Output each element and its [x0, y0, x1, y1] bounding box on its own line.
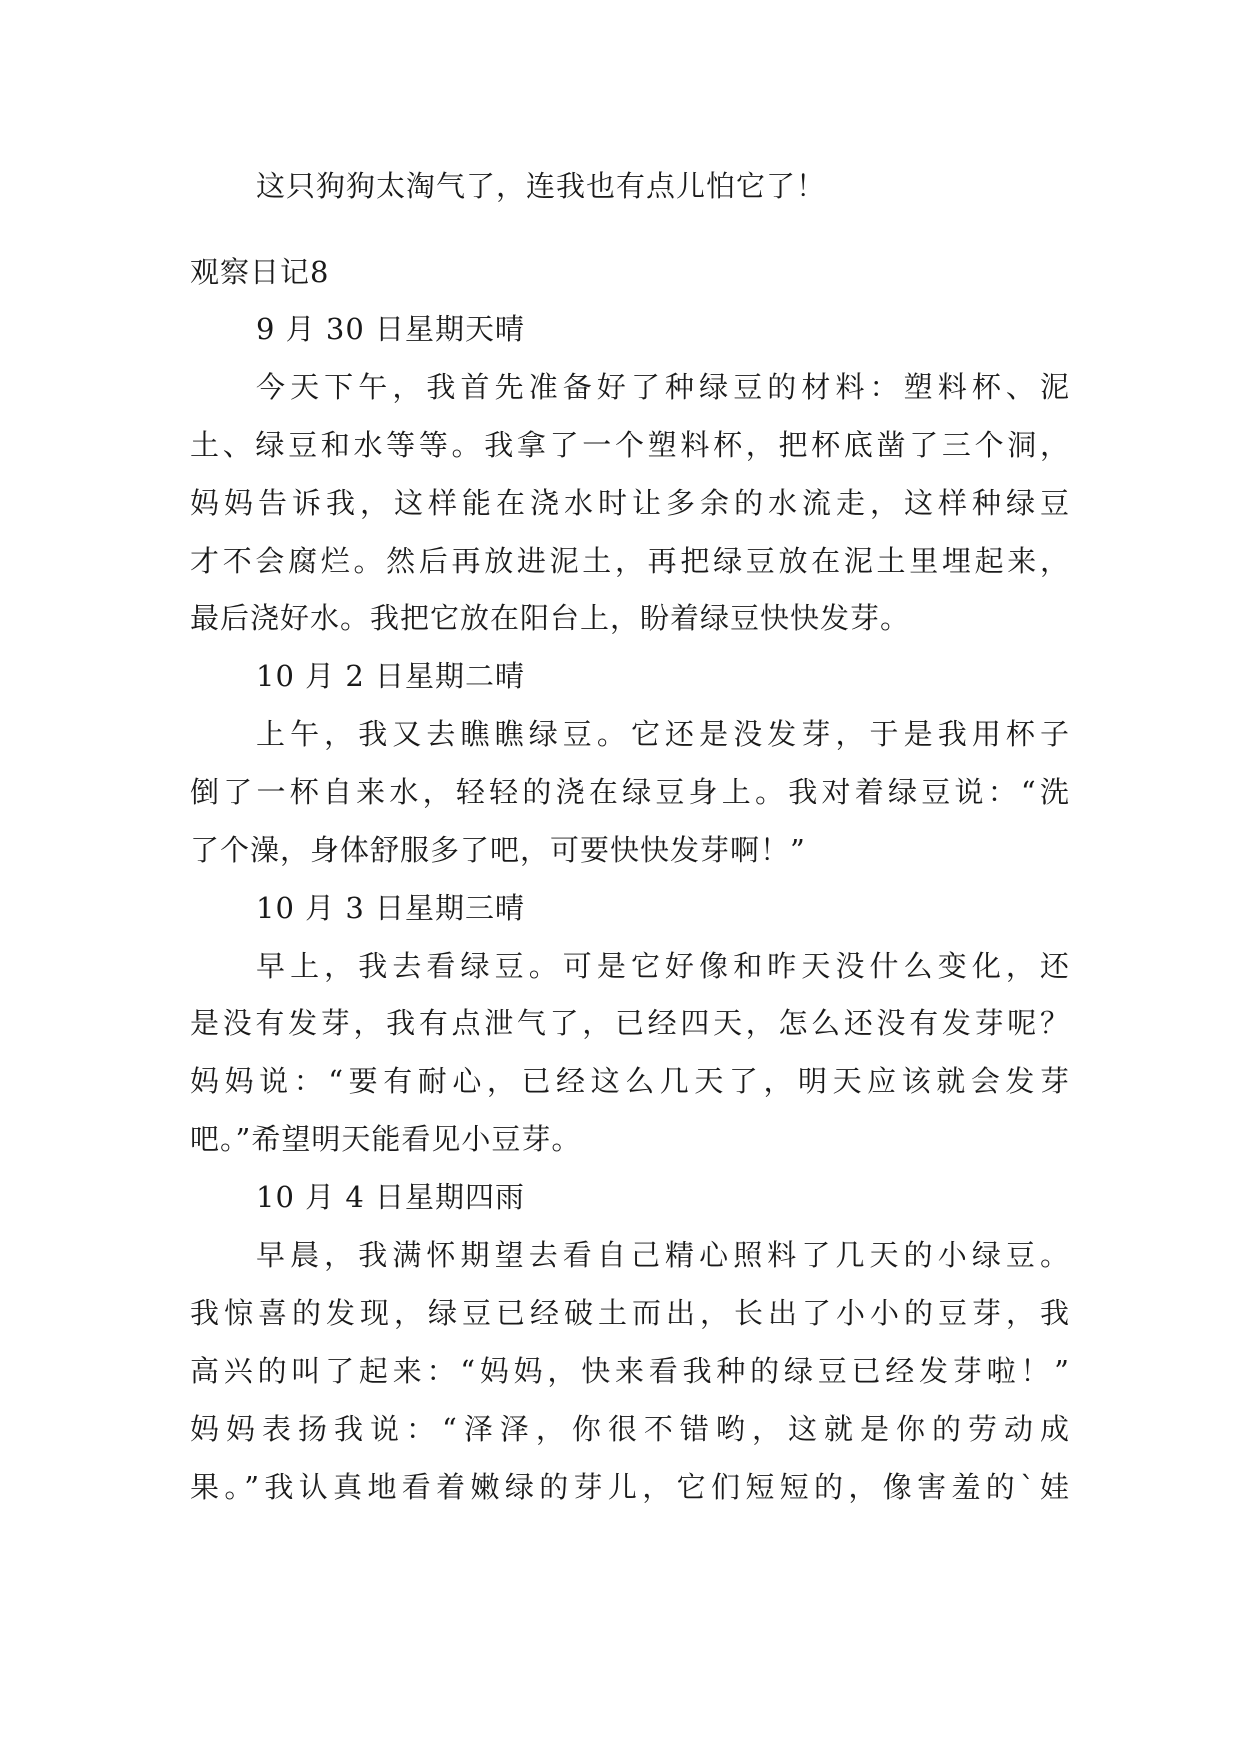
paragraph-line: 早晨，我满怀期望去看自己精心照料了几天的小绿豆。 — [256, 1238, 1070, 1272]
paragraph-line: 今天下午，我首先准备好了种绿豆的材料：塑料杯、泥 — [256, 370, 1070, 404]
paragraph-line: 土、绿豆和水等等。我拿了一个塑料杯，把杯底凿了三个洞， — [190, 428, 1070, 462]
paragraph-line: 才不会腐烂。然后再放进泥土，再把绿豆放在泥土里埋起来， — [190, 544, 1070, 578]
paragraph-line: 最后浇好水。我把它放在阳台上，盼着绿豆快快发芽。 — [190, 601, 911, 635]
paragraph-line: 我惊喜的发现，绿豆已经破土而出，长出了小小的豆芽，我 — [190, 1296, 1070, 1330]
paragraph-line: 早上，我去看绿豆。可是它好像和昨天没什么变化，还 — [256, 949, 1070, 983]
entry-date: 10 月 2 日星期二晴 — [256, 659, 526, 693]
paragraph-line: 妈妈告诉我，这样能在浇水时让多余的水流走，这样种绿豆 — [190, 486, 1070, 520]
paragraph-line: 倒了一杯自来水，轻轻的浇在绿豆身上。我对着绿豆说：“洗 — [190, 775, 1070, 809]
paragraph-line: 是没有发芽，我有点泄气了，已经四天，怎么还没有发芽呢？ — [190, 1006, 1070, 1040]
section-heading: 观察日记8 — [190, 255, 330, 289]
entry-date: 9 月 30 日星期天晴 — [256, 312, 526, 346]
paragraph-line: 妈妈说：“要有耐心，已经这么几天了，明天应该就会发芽 — [190, 1064, 1070, 1098]
paragraph-line: 果。”我认真地看着嫩绿的芽儿，它们短短的，像害羞的`娃 — [190, 1470, 1070, 1504]
paragraph-line: 高兴的叫了起来：“妈妈，快来看我种的绿豆已经发芽啦！” — [190, 1354, 1070, 1388]
entry-date: 10 月 4 日星期四雨 — [256, 1180, 526, 1214]
paragraph-line: 上午，我又去瞧瞧绿豆。它还是没发芽，于是我用杯子 — [256, 717, 1070, 751]
entry-date: 10 月 3 日星期三晴 — [256, 891, 526, 925]
paragraph-line: 妈妈表扬我说：“泽泽，你很不错哟，这就是你的劳动成 — [190, 1412, 1070, 1446]
paragraph-line: 这只狗狗太淘气了，连我也有点儿怕它了！ — [256, 169, 827, 203]
paragraph-line: 了个澡，身体舒服多了吧，可要快快发芽啊！” — [190, 833, 806, 867]
paragraph-line: 吧。”希望明天能看见小豆芽。 — [190, 1122, 582, 1156]
